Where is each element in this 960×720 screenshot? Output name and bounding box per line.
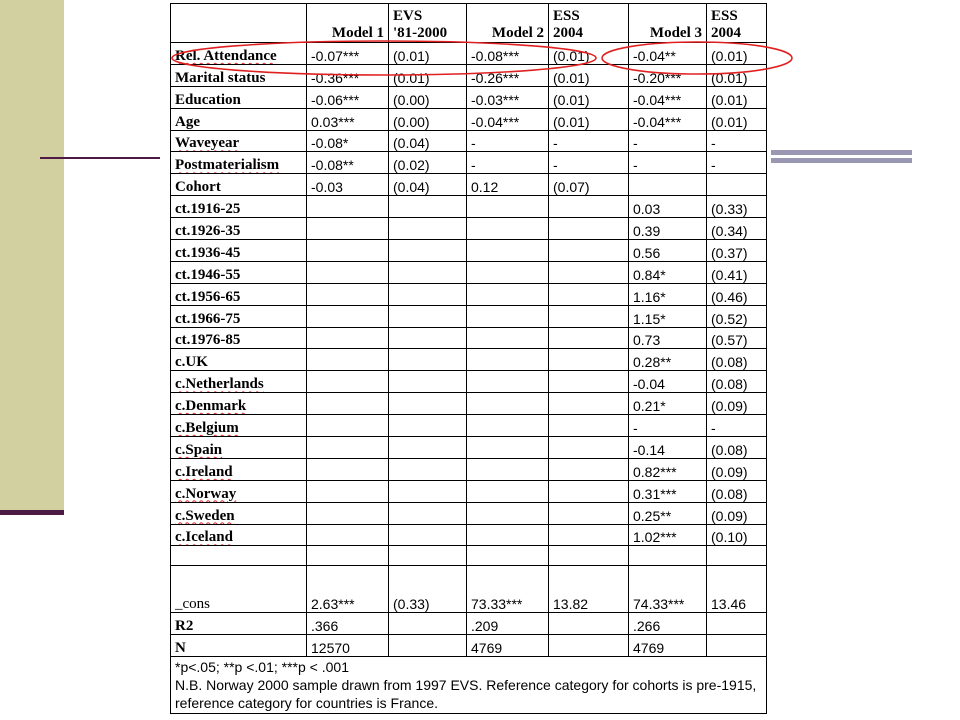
table-cell (389, 613, 467, 635)
table-cell (467, 371, 549, 393)
table-row-rel-attendance (171, 43, 767, 65)
table-cell: 1.15* (629, 305, 707, 327)
row-label-text: _cons (175, 596, 210, 613)
row-label (171, 635, 307, 657)
table-cell: -0.14 (629, 437, 707, 459)
table-cell (389, 437, 467, 459)
table-cell (467, 327, 549, 349)
table-cell (549, 635, 629, 657)
table-cell: (0.04) (389, 130, 467, 152)
table-cell (549, 458, 629, 480)
row-label (171, 152, 307, 174)
table-row-cohort (171, 174, 767, 196)
row-label-text: N (175, 640, 186, 657)
table-cell (549, 349, 629, 371)
table-cell (467, 218, 549, 240)
table-cell (389, 458, 467, 480)
table-cell: (0.09) (707, 502, 767, 524)
significance-note: *p<.05; **p <.01; ***p < .001 (175, 659, 349, 676)
table-cell: (0.01) (549, 108, 629, 130)
table-cell (389, 240, 467, 262)
header-model-3: Model 3 (629, 4, 707, 43)
table-cell (307, 349, 389, 371)
table-cell: (0.09) (707, 458, 767, 480)
spacer-cell (307, 546, 389, 566)
table-cell (389, 502, 467, 524)
table-cell (307, 218, 389, 240)
table-cell: -0.03 (307, 174, 389, 196)
table-cell: -0.26*** (467, 64, 549, 86)
spacer-cell (467, 546, 549, 566)
spacer-cell (629, 546, 707, 566)
header-evs (389, 4, 467, 43)
table-cell: 13.46 (707, 566, 767, 613)
row-label (171, 437, 307, 459)
table-row-r2 (171, 613, 767, 635)
table-cell (467, 261, 549, 283)
table-header-row (171, 4, 767, 43)
table-cell: (0.08) (707, 437, 767, 459)
row-label (171, 415, 307, 437)
table-cell: (0.37) (707, 240, 767, 262)
table-cell (389, 327, 467, 349)
table-cell: -0.04 (629, 371, 707, 393)
table-cell: 0.28** (629, 349, 707, 371)
row-label-text: Age (175, 113, 200, 130)
row-label-text: ct.1976-85 (175, 332, 241, 349)
spacer-cell (707, 546, 767, 566)
table-cell: 0.31*** (629, 480, 707, 502)
slide-horizontal-rule (40, 157, 170, 159)
table-cell: -0.03*** (467, 86, 549, 108)
table-cell: (0.00) (389, 108, 467, 130)
table-cell (467, 458, 549, 480)
table-cell: - (549, 130, 629, 152)
row-label (171, 305, 307, 327)
table-row-c-netherlands (171, 371, 767, 393)
table-cell (549, 240, 629, 262)
table-cell (707, 174, 767, 196)
header-ess-1-line1: ESS (553, 8, 580, 24)
table-cell: -0.08* (307, 130, 389, 152)
table-cell: -0.07*** (307, 43, 389, 65)
table-cell (549, 327, 629, 349)
row-label (171, 240, 307, 262)
table-cell (389, 480, 467, 502)
table-cell (549, 218, 629, 240)
row-label (171, 108, 307, 130)
row-label (171, 261, 307, 283)
table-cell (549, 261, 629, 283)
header-evs-line2: '81-2000 (393, 25, 448, 41)
table-cell: 2.63*** (307, 566, 389, 613)
table-cell (549, 524, 629, 546)
table-cell (549, 480, 629, 502)
table-cell: (0.01) (707, 43, 767, 65)
table-row-cons (171, 566, 767, 613)
table-cell: .266 (629, 613, 707, 635)
table-cell: 73.33*** (467, 566, 549, 613)
table-cell (307, 305, 389, 327)
table-cell (629, 174, 707, 196)
table-cell: - (707, 152, 767, 174)
table-cell (707, 635, 767, 657)
table-cell (389, 371, 467, 393)
table-cell: -0.04*** (629, 108, 707, 130)
row-label-text: ct.1926-35 (175, 223, 241, 240)
table-cell (307, 240, 389, 262)
table-row-ct-1956-65 (171, 283, 767, 305)
table-cell: -0.06*** (307, 86, 389, 108)
spacer-cell (389, 546, 467, 566)
table-cell: (0.01) (549, 64, 629, 86)
table-cell (467, 415, 549, 437)
table-cell: (0.01) (549, 86, 629, 108)
row-label-text: ct.1956-65 (175, 288, 241, 305)
table-row-ct-1976-85 (171, 327, 767, 349)
table-cell: 12570 (307, 635, 389, 657)
table-cell: -0.36*** (307, 64, 389, 86)
row-label-text: Waveyear (175, 135, 240, 152)
table-cell: - (707, 130, 767, 152)
header-empty-cell (171, 4, 307, 43)
row-label (171, 130, 307, 152)
header-ess-2-line2: 2004 (711, 25, 741, 41)
table-row-ct-1926-35 (171, 218, 767, 240)
table-cell (467, 502, 549, 524)
row-label-text: R2 (175, 618, 194, 635)
row-label (171, 349, 307, 371)
table-cell (467, 480, 549, 502)
table-cell: 4769 (467, 635, 549, 657)
table-cell: 0.39 (629, 218, 707, 240)
table-cell: 1.02*** (629, 524, 707, 546)
row-label (171, 43, 307, 65)
header-evs-line1: EVS (393, 8, 423, 24)
table-row-ct-1936-45 (171, 240, 767, 262)
row-label-text: Marital status (175, 69, 266, 86)
table-cell (307, 371, 389, 393)
table-cell (707, 613, 767, 635)
table-cell (307, 524, 389, 546)
table-cell: 0.84* (629, 261, 707, 283)
table-cell: -0.20*** (629, 64, 707, 86)
row-label (171, 458, 307, 480)
header-model-2: Model 2 (467, 4, 549, 43)
table-row-c-norway (171, 480, 767, 502)
table-cell: (0.34) (707, 218, 767, 240)
slide-accent-rule (0, 510, 64, 515)
table-cell: - (549, 152, 629, 174)
table-cell (549, 415, 629, 437)
table-cell: (0.46) (707, 283, 767, 305)
title-bar-lower (770, 158, 912, 163)
row-label-text: ct.1946-55 (175, 266, 241, 283)
table-row-c-uk (171, 349, 767, 371)
table-row-waveyear (171, 130, 767, 152)
header-ess-2-line1: ESS (711, 8, 738, 24)
row-label (171, 218, 307, 240)
table-row-age (171, 108, 767, 130)
table-cell: 4769 (629, 635, 707, 657)
table-cell: (0.00) (389, 86, 467, 108)
table-cell (467, 240, 549, 262)
table-cell: 0.12 (467, 174, 549, 196)
table-cell: .366 (307, 613, 389, 635)
table-cell: .209 (467, 613, 549, 635)
table-cell (389, 218, 467, 240)
table-row-c-ireland (171, 458, 767, 480)
table-row-c-denmark (171, 393, 767, 415)
table-cell: (0.10) (707, 524, 767, 546)
row-label-text: c.Sweden (175, 507, 235, 524)
regression-document (160, 0, 771, 720)
table-row-ct-1946-55 (171, 261, 767, 283)
table-cell (389, 261, 467, 283)
table-cell: 13.82 (549, 566, 629, 613)
row-label-text: c.Belgium (175, 420, 239, 437)
table-cell: - (629, 130, 707, 152)
table-cell: -0.08** (307, 152, 389, 174)
table-cell (389, 349, 467, 371)
table-cell: 0.73 (629, 327, 707, 349)
row-label (171, 174, 307, 196)
header-ess-1 (549, 4, 629, 43)
table-cell: 0.56 (629, 240, 707, 262)
table-cell (549, 502, 629, 524)
table-cell (307, 327, 389, 349)
table-cell: (0.01) (389, 64, 467, 86)
table-cell: -0.04*** (629, 86, 707, 108)
table-cell: 0.03*** (307, 108, 389, 130)
table-cell: -0.04** (629, 43, 707, 65)
row-label-text: Rel. Attendance (175, 47, 277, 64)
header-model-1: Model 1 (307, 4, 389, 43)
table-row-c-spain (171, 437, 767, 459)
table-cell: (0.01) (707, 108, 767, 130)
header-ess-2 (707, 4, 767, 43)
table-cell: 1.16* (629, 283, 707, 305)
row-label-text: c.Ireland (175, 463, 233, 480)
table-row-ct-1966-75 (171, 305, 767, 327)
table-cell (307, 502, 389, 524)
table-notes (171, 657, 767, 714)
table-cell (307, 415, 389, 437)
regression-table (170, 3, 767, 714)
table-cell: (0.07) (549, 174, 629, 196)
table-row-marital-status (171, 64, 767, 86)
header-ess-1-line2: 2004 (553, 25, 583, 41)
table-cell: (0.01) (707, 64, 767, 86)
row-label-text: Cohort (175, 179, 221, 196)
row-label (171, 393, 307, 415)
table-cell: 0.25** (629, 502, 707, 524)
row-label (171, 524, 307, 546)
row-label (171, 502, 307, 524)
row-label-text: c.Iceland (175, 529, 233, 546)
table-notes-row (171, 657, 767, 714)
row-label (171, 283, 307, 305)
table-cell: (0.33) (707, 196, 767, 218)
table-cell: 74.33*** (629, 566, 707, 613)
table-cell: (0.04) (389, 174, 467, 196)
table-cell (549, 613, 629, 635)
table-cell: -0.04*** (467, 108, 549, 130)
table-row-education (171, 86, 767, 108)
row-label-text: Postmaterialism (175, 157, 280, 174)
spacer-cell (171, 546, 307, 566)
table-cell: 0.21* (629, 393, 707, 415)
table-cell (467, 437, 549, 459)
table-cell (549, 305, 629, 327)
table-cell (389, 305, 467, 327)
table-cell: - (707, 415, 767, 437)
row-label (171, 613, 307, 635)
table-cell (307, 458, 389, 480)
row-label-text: ct.1916-25 (175, 201, 241, 218)
table-cell: 0.03 (629, 196, 707, 218)
table-cell (389, 283, 467, 305)
table-cell (467, 196, 549, 218)
row-label (171, 480, 307, 502)
row-label-text: ct.1966-75 (175, 310, 241, 327)
table-cell (307, 261, 389, 283)
table-cell: (0.01) (389, 43, 467, 65)
table-cell: 0.82*** (629, 458, 707, 480)
table-cell: - (467, 152, 549, 174)
table-cell: (0.57) (707, 327, 767, 349)
table-cell (307, 283, 389, 305)
table-cell: (0.33) (389, 566, 467, 613)
row-label-text: ct.1936-45 (175, 244, 241, 261)
table-cell: (0.08) (707, 349, 767, 371)
sample-note: N.B. Norway 2000 sample drawn from 1997 EVS. Reference category for cohorts is pre-1915, reference category for countries is France. (175, 677, 757, 712)
table-row-n (171, 635, 767, 657)
table-cell: (0.08) (707, 371, 767, 393)
slide-left-accent-bar (0, 0, 64, 512)
table-cell: -0.08*** (467, 43, 549, 65)
row-label-text: c.Netherlands (175, 376, 264, 393)
table-cell: (0.09) (707, 393, 767, 415)
table-row-c-belgium (171, 415, 767, 437)
table-cell (389, 635, 467, 657)
row-label-text: Education (175, 91, 241, 108)
table-cell (549, 393, 629, 415)
row-label (171, 196, 307, 218)
table-cell: (0.41) (707, 261, 767, 283)
title-bar-upper (770, 150, 912, 155)
table-row-c-sweden (171, 502, 767, 524)
row-label (171, 327, 307, 349)
row-label (171, 86, 307, 108)
table-cell (389, 415, 467, 437)
table-cell (549, 283, 629, 305)
table-cell: (0.08) (707, 480, 767, 502)
table-cell: - (629, 415, 707, 437)
row-label-text: c.Spain (175, 441, 223, 458)
row-label (171, 371, 307, 393)
table-cell (307, 196, 389, 218)
table-cell (549, 371, 629, 393)
table-cell: (0.01) (707, 86, 767, 108)
table-cell (307, 393, 389, 415)
table-cell: (0.52) (707, 305, 767, 327)
table-cell (467, 524, 549, 546)
table-row-c-iceland (171, 524, 767, 546)
table-cell: - (629, 152, 707, 174)
row-label (171, 566, 307, 613)
table-cell (467, 393, 549, 415)
table-cell (389, 196, 467, 218)
table-cell: - (467, 130, 549, 152)
row-label-text: c.Norway (175, 485, 237, 502)
spacer-cell (549, 546, 629, 566)
row-label-text: c.UK (175, 354, 208, 371)
table-cell (467, 305, 549, 327)
table-cell (389, 524, 467, 546)
table-cell: (0.01) (549, 43, 629, 65)
table-row-ct-1916-25 (171, 196, 767, 218)
table-cell (467, 283, 549, 305)
table-spacer-row (171, 546, 767, 566)
row-label (171, 64, 307, 86)
table-cell (549, 437, 629, 459)
table-cell (467, 349, 549, 371)
table-cell (307, 480, 389, 502)
table-cell (549, 196, 629, 218)
slide-title-bars (770, 150, 912, 166)
row-label-text: c.Denmark (175, 398, 247, 415)
table-cell (389, 393, 467, 415)
table-row-postmaterialism (171, 152, 767, 174)
table-cell (307, 437, 389, 459)
table-cell: (0.02) (389, 152, 467, 174)
